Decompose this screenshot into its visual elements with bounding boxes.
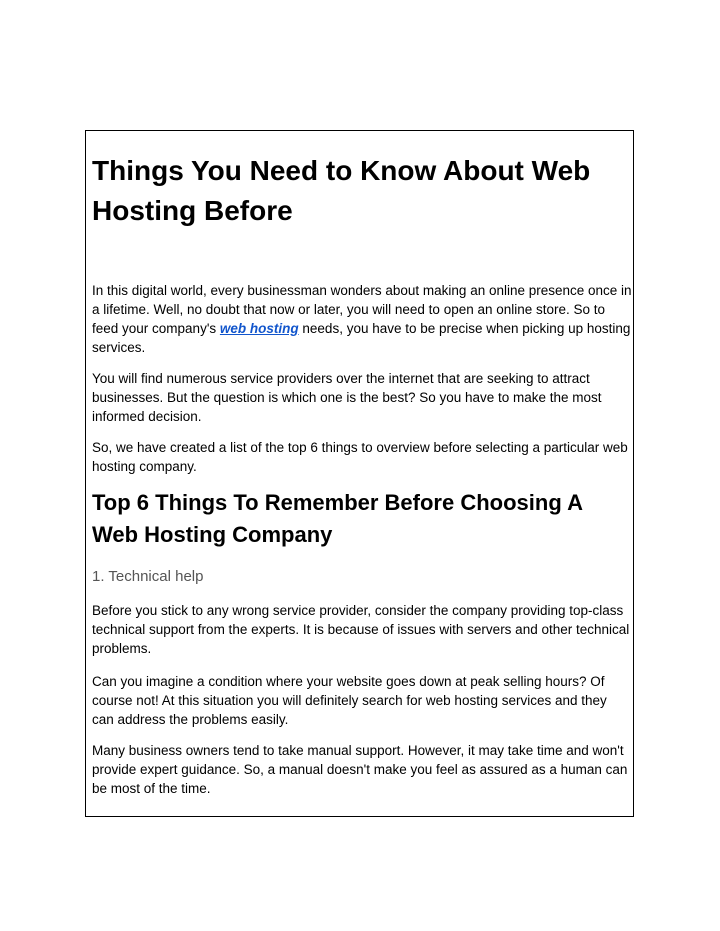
- paragraph-technical-support: Before you stick to any wrong service provider, consider the company providing top-class technical support from the experts. It is because of issues with servers and other technical problems.: [92, 603, 630, 656]
- paragraph-website-down: Can you imagine a condition where your website goes down at peak selling hours? Of course not! At this situation you will definitely search for web hosting services and they can address the problems easily.: [92, 674, 607, 727]
- paragraph-providers: You will find numerous service providers over the internet that are seeking to attract businesses. But the question is which one is the best? So you have to make the most informed decision.: [92, 371, 602, 424]
- section-heading: Top 6 Things To Remember Before Choosing A Web Hosting Company: [92, 490, 583, 547]
- paragraph-manual-support: Many business owners tend to take manual support. However, it may take time and won't provide expert guidance. So, a manual doesn't make you feel as assured as a human can be most of the time.: [92, 743, 628, 796]
- intro-text-after-link: needs, you have to be precise when picking up hosting services.: [92, 321, 631, 355]
- intro-paragraph: [92, 281, 632, 357]
- intro-text-before-link: In this digital world, every businessman wonders about making an online presence once in a lifetime. Well, no doubt that now or later, you will need to open an online store. So to feed your company's: [92, 283, 632, 336]
- page-title: Things You Need to Know About Web Hosting Before: [92, 155, 591, 226]
- subheading-technical-help: 1. Technical help: [92, 568, 204, 585]
- paragraph-list-intro: So, we have created a list of the top 6 things to overview before selecting a particular web hosting company.: [92, 440, 628, 474]
- document-page: [85, 130, 634, 817]
- web-hosting-link[interactable]: web hosting: [219, 321, 299, 336]
